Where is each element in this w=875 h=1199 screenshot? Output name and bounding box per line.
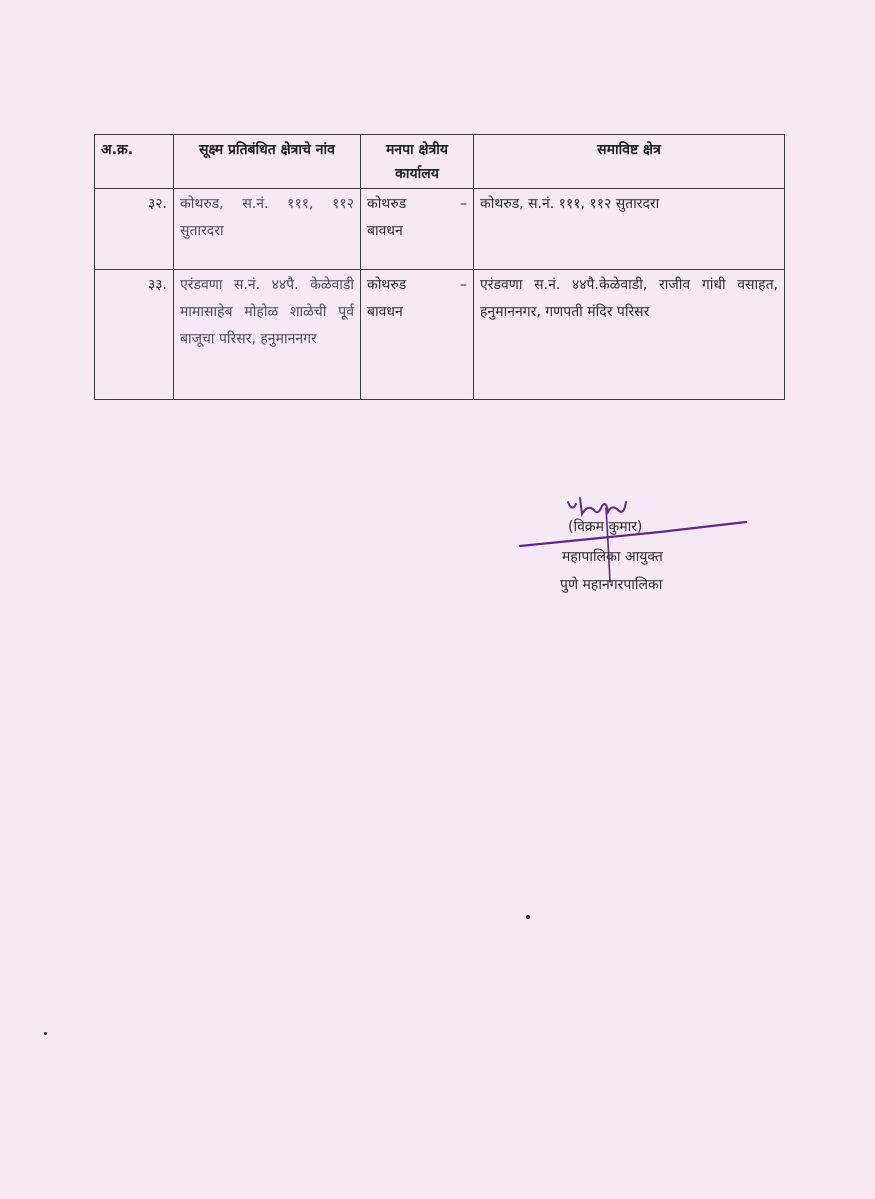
ward-office-dash: – [460, 196, 467, 212]
header-ward-office: मनपा क्षेत्रीय कार्यालय [361, 135, 474, 189]
containment-zones-table [94, 134, 785, 400]
row-serial: ३३. [95, 270, 174, 400]
row-area-name: कोथरुड, स.नं. १११, ११२ सुतारदरा [174, 189, 361, 270]
signatory-title: महापालिका आयुक्त [562, 549, 663, 565]
table-header-row [95, 135, 785, 189]
row-ward-office [361, 189, 474, 270]
table-row [95, 270, 785, 400]
ward-office-name: कोथरुड [367, 277, 407, 293]
ward-office-dash: – [460, 277, 467, 293]
row-area-name: एरंडवणा स.नं. ४४पै. केळेवाडी मामासाहेब मोहोळ शाळेची पूर्व बाजूचा परिसर, हनुमाननगर [174, 270, 361, 400]
signatory-name: (विक्रम कुमार) [568, 519, 643, 535]
row-included-area: एरंडवणा स.नं. ४४पै.केळेवाडी, राजीव गांधी वसाहत, हनुमाननगर, गणपती मंदिर परिसर [474, 270, 785, 400]
ward-office-sub: बावधन [367, 304, 403, 320]
table-row [95, 189, 785, 270]
header-included-area: समाविष्ट क्षेत्र [474, 135, 785, 189]
header-serial: अ.क्र. [95, 135, 174, 189]
ward-office-name: कोथरुड [367, 196, 407, 212]
ward-office-sub: बावधन [367, 223, 403, 239]
signatory-organization: पुणे महानगरपालिका [560, 577, 663, 593]
ink-speck [526, 915, 530, 919]
row-included-area: कोथरुड, स.नं. १११, ११२ सुतारदरा [474, 189, 785, 270]
header-area-name: सूक्ष्म प्रतिबंधित क्षेत्राचे नांव [174, 135, 361, 189]
row-serial: ३२. [95, 189, 174, 270]
row-ward-office [361, 270, 474, 400]
ink-speck [44, 1032, 47, 1035]
